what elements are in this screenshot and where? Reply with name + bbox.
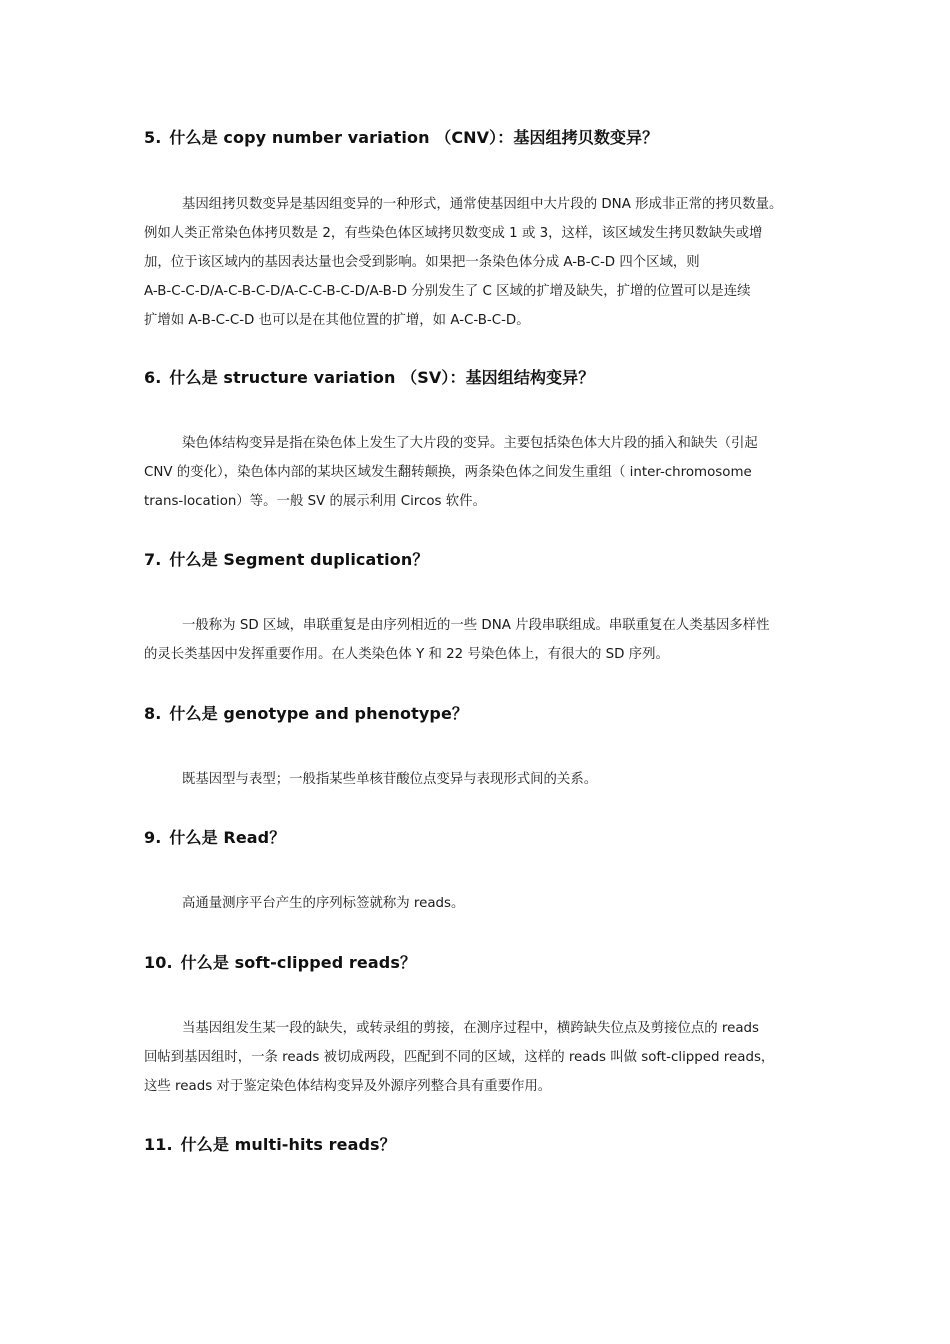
paragraph-line: 的灵长类基因中发挥重要作用。在人类染色体 Y 和 22 号染色体上，有很大的 SD 序列。 [144, 647, 669, 662]
paragraph-line: 当基因组发生某一段的缺失，或转录组的剪接，在测序过程中，横跨缺失位点及剪接位点的 reads [182, 1021, 760, 1036]
paragraph-line: 一般称为 SD 区域，串联重复是由序列相近的一些 DNA 片段串联组成。串联重复在人类基因多样性 [182, 618, 770, 633]
section-9-title: 什么是 Read？ [169, 828, 286, 847]
section-11-number: 11. [144, 1135, 173, 1154]
section-9-paragraph [144, 889, 820, 918]
paragraph-line: 既基因型与表型；一般指某些单核苷酸位点变异与表现形式间的关系。 [182, 772, 598, 787]
section-7-number: 7. [144, 550, 162, 569]
section-10-number: 10. [144, 953, 173, 972]
section-5-heading [144, 127, 824, 149]
paragraph-line: 染色体结构变异是指在染色体上发生了大片段的变异。主要包括染色体大片段的插入和缺失（引起 [182, 436, 758, 451]
section-6-title: 什么是 structure variation （SV）：基因组结构变异？ [169, 368, 595, 387]
section-5-title: 什么是 copy number variation （CNV）：基因组拷贝数变异？ [169, 128, 659, 147]
paragraph-line: 回帖到基因组时，一条 reads 被切成两段，匹配到不同的区域，这样的 reads 叫做 soft-clipped reads， [144, 1050, 775, 1065]
section-10-paragraph [144, 1014, 820, 1101]
section-5-number: 5. [144, 128, 162, 147]
section-7-heading [144, 549, 824, 571]
section-10-title: 什么是 soft-clipped reads？ [180, 953, 417, 972]
section-8-heading [144, 703, 824, 725]
paragraph-line: 高通量测序平台产生的序列标签就称为 reads。 [182, 896, 465, 911]
paragraph-line: CNV 的变化），染色体内部的某块区域发生翻转颠换，两条染色体之间发生重组（ inter-chromosome [144, 465, 752, 480]
section-6-number: 6. [144, 368, 162, 387]
section-6-heading [144, 367, 824, 389]
section-7-paragraph [144, 611, 820, 669]
section-7-title: 什么是 Segment duplication？ [169, 550, 429, 569]
section-8-title: 什么是 genotype and phenotype？ [169, 704, 469, 723]
section-11-title: 什么是 multi-hits reads？ [180, 1135, 396, 1154]
section-8-paragraph [144, 765, 820, 794]
section-10-heading [144, 952, 824, 974]
paragraph-line: trans-location）等。一般 SV 的展示利用 Circos 软件。 [144, 494, 486, 509]
section-9-heading [144, 827, 824, 849]
paragraph-line: 扩增如 A-B-C-C-D 也可以是在其他位置的扩增，如 A-C-B-C-D。 [144, 313, 530, 328]
section-5-paragraph [144, 190, 820, 335]
section-9-number: 9. [144, 828, 162, 847]
section-6-paragraph [144, 429, 820, 516]
paragraph-line: 基因组拷贝数变异是基因组变异的一种形式，通常使基因组中大片段的 DNA 形成非正常的拷贝数量。 [182, 197, 783, 212]
section-11-heading [144, 1134, 824, 1156]
paragraph-line: 加，位于该区域内的基因表达量也会受到影响。如果把一条染色体分成 A-B-C-D 四个区域，则 [144, 255, 700, 270]
paragraph-line: A-B-C-C-D/A-C-B-C-D/A-C-C-B-C-D/A-B-D 分别发生了 C 区域的扩增及缺失，扩增的位置可以是连续 [144, 284, 751, 299]
section-8-number: 8. [144, 704, 162, 723]
paragraph-line: 例如人类正常染色体拷贝数是 2，有些染色体区域拷贝数变成 1 或 3，这样，该区域发生拷贝数缺失或增 [144, 226, 763, 241]
paragraph-line: 这些 reads 对于鉴定染色体结构变异及外源序列整合具有重要作用。 [144, 1079, 552, 1094]
